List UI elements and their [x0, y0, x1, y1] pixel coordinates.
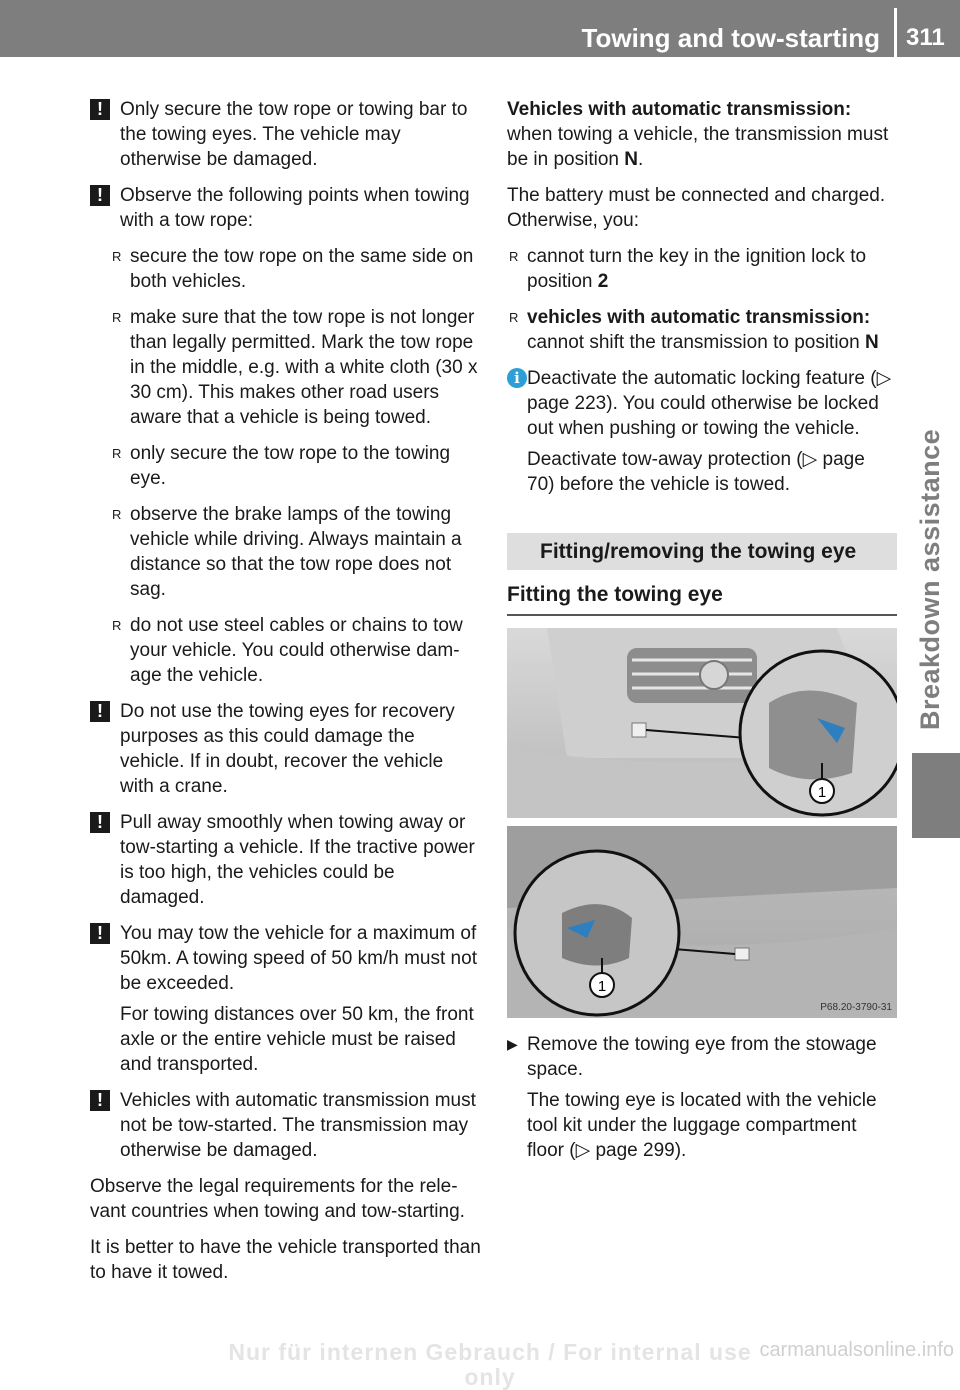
warning-text: Vehicles with automatic transmission must not be tow-started. The transmission may otherwise be damaged.: [120, 1090, 476, 1161]
warning-note: [90, 921, 482, 1077]
bullet-icon: R: [112, 507, 122, 522]
bullet-icon: R: [509, 310, 519, 325]
list-item: [110, 502, 482, 602]
bullet-list: [110, 244, 482, 688]
callout-number: 1: [817, 784, 827, 801]
header-bar: [0, 0, 960, 57]
body-paragraph: The battery must be connected and charged. Otherwise, you:: [507, 185, 886, 231]
list-item: [110, 244, 482, 294]
page-header-title: Towing and tow-starting: [581, 23, 880, 53]
warning-note: [90, 810, 482, 910]
list-item-heading: vehicles with automatic transmission:: [527, 307, 871, 328]
callout-number: 1: [597, 978, 607, 995]
warning-icon: !: [90, 99, 110, 120]
warning-text: Observe the following points when towing with a tow rope:: [120, 185, 470, 231]
subsection-heading: Fitting the towing eye: [507, 580, 897, 616]
figure-code: P68.20-3790-31: [820, 1002, 892, 1013]
warning-text: Pull away smoothly when towing away or tow-starting a vehicle. If the tractive power is too high, the vehicles could be damaged.: [120, 812, 475, 908]
step-arrow-icon: ▶: [507, 1036, 518, 1052]
list-item: [110, 305, 482, 430]
info-text: Deactivate the automatic locking feature (▷ page 223). You could otherwise be locked out when pushing or towing the vehicle.: [527, 368, 892, 439]
bullet-icon: R: [112, 249, 122, 264]
warning-text: Do not use the towing eyes for recovery purposes as this could damage the vehicle. If in doubt, recover the vehicle with a crane.: [120, 701, 455, 797]
paragraph-heading: Vehicles with automatic transmission:: [507, 99, 852, 120]
list-item: [110, 441, 482, 491]
warning-icon: !: [90, 701, 110, 722]
warning-icon: !: [90, 923, 110, 944]
bullet-icon: R: [509, 249, 519, 264]
info-icon: i: [507, 368, 527, 388]
info-text: Deactivate tow-away protection (▷ page 70) before the vehicle is towed.: [527, 449, 865, 495]
step-text: Remove the towing eye from the stowage space.: [527, 1034, 877, 1080]
warning-note: [90, 699, 482, 799]
warning-icon: !: [90, 812, 110, 833]
warning-note: [90, 183, 482, 233]
body-paragraph: Observe the legal requirements for the relevant countries when towing and tow-starting.: [90, 1176, 465, 1222]
left-column: [90, 97, 482, 1296]
list-item-text: do not use steel cables or chains to tow your vehicle. You could otherwise damage the vehicle.: [130, 615, 463, 686]
footer-watermark: Nur für internen Gebrauch / For internal use only: [228, 1339, 752, 1390]
gear-position: N: [624, 149, 638, 170]
section-heading: Fitting/removing the towing eye: [507, 533, 897, 570]
warning-note: [90, 1088, 482, 1163]
page-number: 311: [906, 24, 945, 51]
step-note: The towing eye is located with the vehicle tool kit under the luggage compartment floor (▷ page 299).: [527, 1090, 877, 1161]
towing-eye-figure: [507, 628, 897, 1018]
list-item-text: observe the brake lamps of the towing vehicle while driving. Always maintain a distance so that the tow rope does not sag.: [130, 504, 462, 600]
body-paragraph: It is better to have the vehicle transported than to have it towed.: [90, 1237, 481, 1283]
footer-url: carmanualsonline.info: [759, 1339, 954, 1361]
warning-icon: !: [90, 1090, 110, 1111]
bullet-icon: R: [112, 446, 122, 461]
header-divider: [894, 8, 897, 57]
list-item: [507, 244, 897, 294]
bullet-icon: R: [112, 310, 122, 325]
list-item-text: cannot shift the transmission to position: [527, 332, 865, 353]
warning-text-continued: For towing distances over 50 km, the front axle or the entire vehicle must be raised and transported.: [120, 1004, 474, 1075]
info-note: [507, 366, 897, 497]
towing-eye-illustration: [507, 628, 897, 1018]
bullet-icon: R: [112, 618, 122, 633]
body-paragraph: Vehicles with automatic transmission: when towing a vehicle, the transmission must be in position N.: [507, 99, 889, 170]
side-tab-label: Breakdown assistance: [915, 428, 945, 730]
right-column: [507, 97, 897, 1171]
key-position: 2: [597, 271, 609, 292]
paragraph-text: when towing a vehicle, the transmission must be in position: [507, 124, 889, 170]
warning-note: [90, 97, 482, 172]
list-item: [507, 305, 897, 355]
instruction-step: [507, 1032, 897, 1163]
warning-icon: !: [90, 185, 110, 206]
list-item-text: cannot turn the key in the ignition lock to position: [527, 246, 867, 292]
warning-text: Only secure the tow rope or towing bar to the towing eyes. The vehicle may otherwise be damaged.: [120, 99, 468, 170]
list-item-text: only secure the tow rope to the towing eye.: [130, 443, 451, 489]
warning-text: You may tow the vehicle for a maximum of 50km. A towing speed of 50 km/h must not be exceeded.: [120, 923, 477, 994]
list-item: [110, 613, 482, 688]
side-tab-marker: [912, 753, 960, 838]
list-item-text: secure the tow rope on the same side on both vehicles.: [130, 246, 474, 292]
gear-position: N: [864, 332, 879, 353]
list-item-text: make sure that the tow rope is not longer than legally permitted. Mark the tow rope in the middle, e.g. with a white cloth (30 x 30 cm). This makes other road users aware that a vehicle is being towed.: [130, 307, 478, 428]
